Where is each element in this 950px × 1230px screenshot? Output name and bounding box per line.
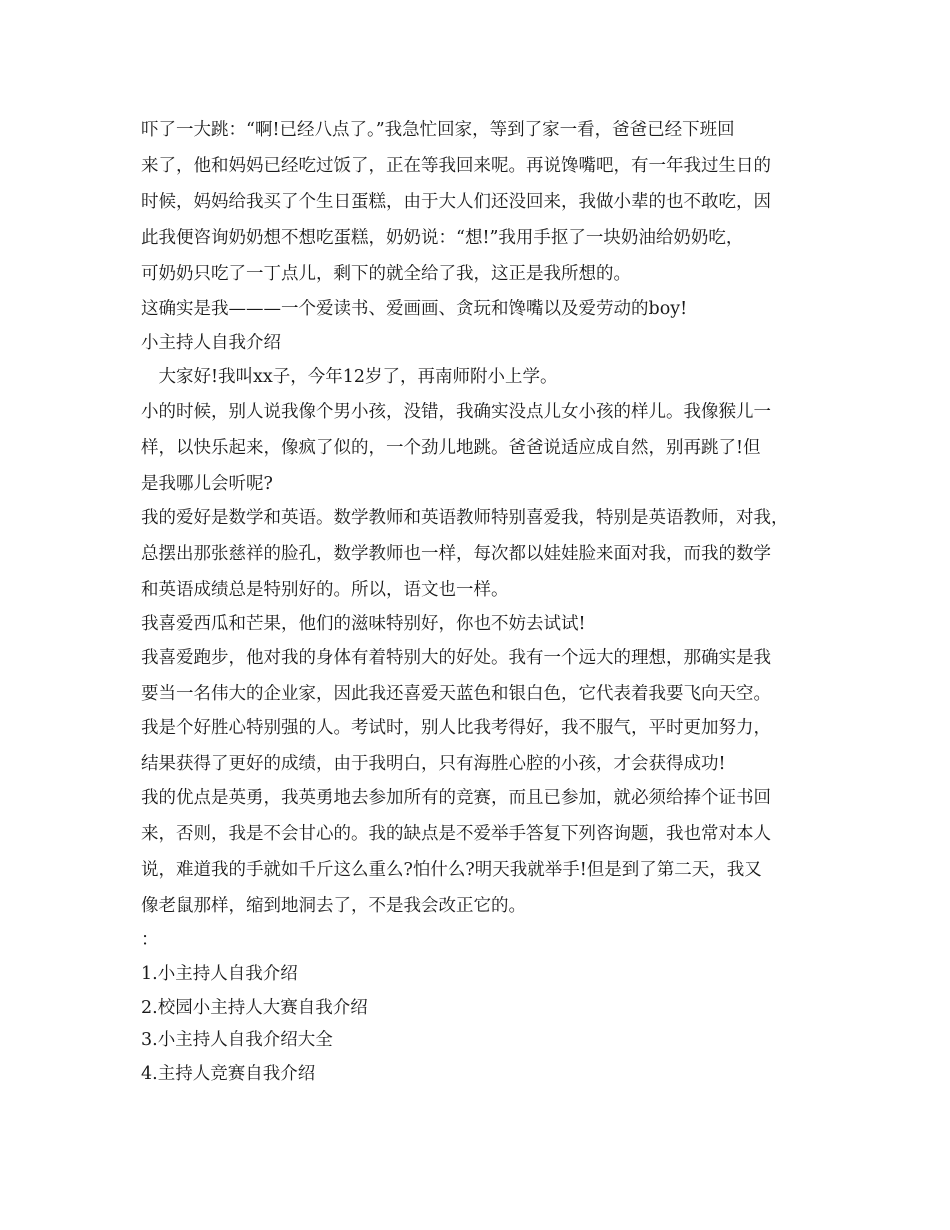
paragraph-line: 我是个好胜心特别强的人。考试时，别人比我考得好，我不服气，平时更加努力， (141, 718, 771, 738)
colon-separator: ： (141, 930, 159, 950)
paragraph-line: 时候，妈妈给我买了个生日蛋糕，由于大人们还没回来，我做小辈的也不敢吃，因 (141, 192, 771, 212)
paragraph-line: 像老鼠那样，缩到地洞去了，不是我会改正它的。 (141, 896, 526, 916)
paragraph-line: 要当一名伟大的企业家，因此我还喜爱天蓝色和银白色，它代表着我要飞向天空。 (141, 684, 771, 704)
related-link-1[interactable]: 1.小主持人自我介绍 (141, 964, 298, 984)
paragraph-line: 此我便咨询奶奶想不想吃蛋糕，奶奶说：“想!”我用手抠了一块奶油给奶奶吃， (141, 228, 744, 248)
paragraph-line: 是我哪儿会听呢? (141, 474, 273, 494)
paragraph-line: 来，否则，我是不会甘心的。我的缺点是不爱举手答复下列咨询题，我也常对本人 (141, 824, 771, 844)
paragraph-line: 我喜爱西瓜和芒果，他们的滋味特别好，你也不妨去试试! (141, 614, 586, 634)
related-link-2[interactable]: 2.校园小主持人大赛自我介绍 (141, 998, 368, 1018)
paragraph-line: 大家好!我叫xx子，今年12岁了，再南师附小上学。 (141, 367, 558, 387)
paragraph-line: 总摆出那张慈祥的脸孔，数学教师也一样，每次都以娃娃脸来面对我，而我的数学 (141, 544, 771, 564)
paragraph-line: 这确实是我———一个爱读书、爱画画、贪玩和馋嘴以及爱劳动的boy! (141, 299, 688, 319)
paragraph-line: 来了，他和妈妈已经吃过饭了，正在等我回来呢。再说馋嘴吧，有一年我过生日的 (141, 156, 771, 176)
section-title: 小主持人自我介绍 (141, 333, 281, 353)
paragraph-line: 我的爱好是数学和英语。数学教师和英语教师特别喜爱我，特别是英语教师，对我， (141, 508, 789, 528)
paragraph-line: 说，难道我的手就如千斤这么重么?怕什么?明天我就举手!但是到了第二天，我又 (141, 860, 762, 880)
paragraph-line: 和英语成绩总是特别好的。所以，语文也一样。 (141, 580, 509, 600)
paragraph-line: 可奶奶只吃了一丁点儿，剩下的就全给了我，这正是我所想的。 (141, 264, 631, 284)
paragraph-line: 吓了一大跳：“啊!已经八点了。”我急忙回家，等到了家一看，爸爸已经下班回 (141, 120, 735, 140)
related-link-4[interactable]: 4.主持人竞赛自我介绍 (141, 1064, 316, 1084)
related-link-3[interactable]: 3.小主持人自我介绍大全 (141, 1030, 333, 1050)
paragraph-line: 我喜爱跑步，他对我的身体有着特别大的好处。我有一个远大的理想，那确实是我 (141, 648, 771, 668)
paragraph-line: 我的优点是英勇，我英勇地去参加所有的竞赛，而且已参加，就必须给捧个证书回 (141, 788, 771, 808)
paragraph-line: 结果获得了更好的成绩，由于我明白，只有海胜心腔的小孩，才会获得成功! (141, 754, 726, 774)
paragraph-line: 小的时候，别人说我像个男小孩，没错，我确实没点儿女小孩的样儿。我像猴儿一 (141, 402, 771, 422)
paragraph-line: 样，以快乐起来，像疯了似的，一个劲儿地跳。爸爸说适应成自然，别再跳了!但 (141, 438, 761, 458)
